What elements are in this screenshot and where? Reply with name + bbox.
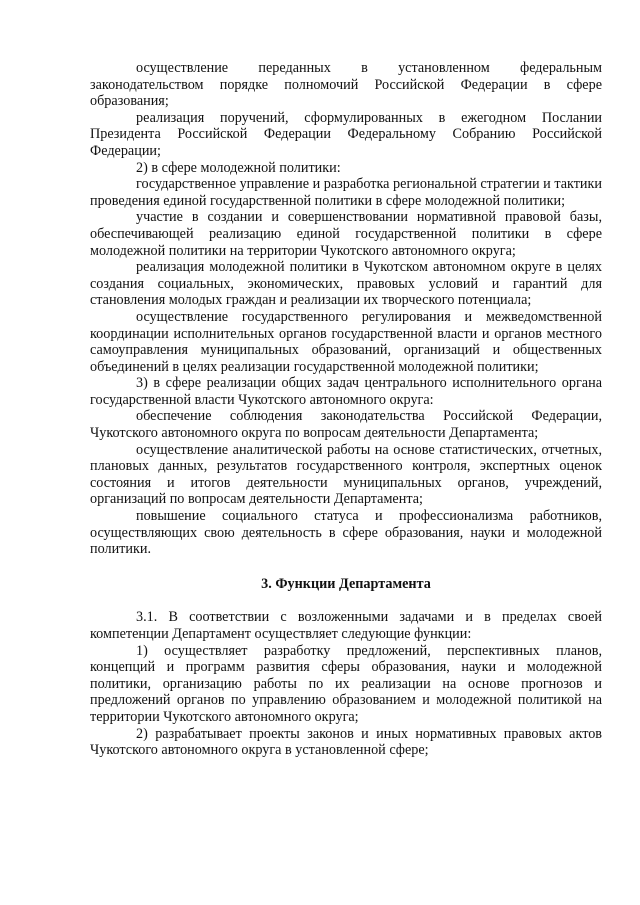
paragraph-coordination: осуществление государственного регулирования и межведомственной координации исполнительных органов государственной власти и органов местного самоуправления муниципальных образований, организаций и общественных объединений в целях реализации государственной молодежной политики; xyxy=(90,308,602,375)
paragraph-function-2: 2) разрабатывает проекты законов и иных нормативных правовых актов Чукотского автономного округа в установленной сфере; xyxy=(90,725,602,759)
paragraph-legal-base: участие в создании и совершенствовании нормативной правовой базы, обеспечивающей реализацию единой государственной политики в сфере молодежной политики на территории Чукотского автономного округа; xyxy=(90,209,602,259)
paragraph-youth-policy-heading: 2) в сфере молодежной политики: xyxy=(136,159,341,176)
paragraph-youth-strategy: государственное управление и разработка региональной стратегии и тактики проведения единой государственной политики в сфере молодежной политики; xyxy=(90,176,602,209)
paragraph-general-tasks: 3) в сфере реализации общих задач центрального исполнительного органа государственной власти Чукотского автономного округа: xyxy=(90,375,602,408)
paragraph-analytics: осуществление аналитической работы на основе статистических, отчетных, плановых данных, результатов государственного контроля, экспертных оценок состояния и итогов деятельности муниципальных органов, учреждений, организаций по вопросам деятельности Департамента; xyxy=(90,441,602,508)
section-heading: 3. Функции Департамента xyxy=(261,575,431,592)
document-page xyxy=(90,60,602,759)
paragraph-social-status: повышение социального статуса и профессионализма работников, осуществляющих свою деятельность в сфере образования, науки и молодежной политики. xyxy=(90,508,602,558)
paragraph-federal-powers: осуществление переданных в установленном федеральным законодательством порядке полномочий Российской Федерации в сфере образования; xyxy=(90,60,602,110)
paragraph-presidential-address: реализация поручений, сформулированных в ежегодном Послании Президента Российской Федерации Федеральному Собранию Российской Федерации; xyxy=(90,109,602,159)
paragraph-function-1: 1) осуществляет разработку предложений, перспективных планов, концепций и программ развития сферы образования, науки и молодежной политики, организацию работы по их реализации на основе прогнозов и предложений органов по управлению образованием и молодежной политикой на территории Чукотского автономного округа; xyxy=(90,642,602,725)
paragraph-law-compliance: обеспечение соблюдения законодательства Российской Федерации, Чукотского автономного округа по вопросам деятельности Департамента; xyxy=(90,408,602,442)
paragraph-youth-implementation: реализация молодежной политики в Чукотском автономном округе в целях создания социальных, экономических, правовых условий и гарантий для становления молодых граждан и реализации их творческого потенциала; xyxy=(90,259,602,309)
paragraph-functions-intro: 3.1. В соответствии с возложенными задачами и в пределах своей компетенции Департамент осуществляет следующие функции: xyxy=(90,609,602,642)
